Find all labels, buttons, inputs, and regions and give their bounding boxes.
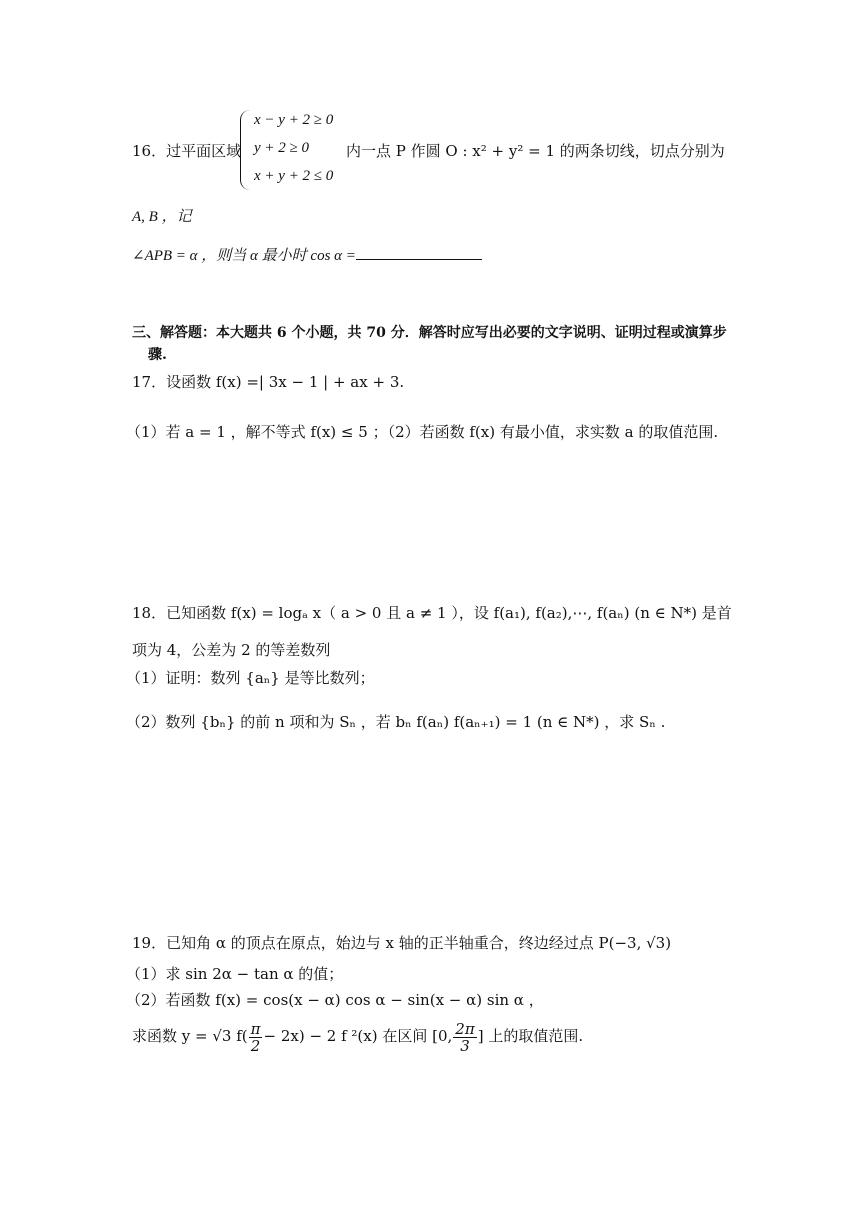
frac1-numerator: π — [250, 1019, 261, 1038]
q16-line3 — [132, 245, 482, 266]
q16-number — [132, 141, 241, 161]
q17-line2: （1）若 a = 1 ，解不等式 f(x) ≤ 5 ；（2）若函数 f(x) 有最小值，求实数 a 的取值范围. — [126, 423, 719, 441]
q19-line2: （1）求 sin 2α − tan α 的值； — [126, 965, 344, 983]
q16-middle: 内一点 P 作圆 O : x² + y² = 1 的两条切线，切点分别为 — [346, 142, 725, 160]
constraint-2: y + 2 ≥ 0 — [254, 140, 310, 156]
q18-line4: （2）数列 {bₙ} 的前 n 项和为 Sₙ ，若 bₙ f(aₙ) f(aₙ₊₁) = 1 (n ∈ N*) ，求 Sₙ . — [126, 713, 666, 731]
q16-number-text: 16． — [132, 142, 167, 160]
q18-line2: 项为 4，公差为 2 的等差数列 — [132, 641, 331, 659]
section3-heading-cont: 骤. — [148, 347, 167, 363]
constraint-3: x + y + 2 ≤ 0 — [254, 168, 334, 184]
fraction-pi-over-2 — [249, 1021, 263, 1054]
frac2-denominator: 3 — [460, 1036, 470, 1055]
q16-line2: A, B ，记 — [132, 209, 192, 225]
q18-line3: （1）证明：数列 {aₙ} 是等比数列； — [126, 669, 375, 687]
q19-line4-mid: − 2x) − 2 f ²(x) 在区间 [0, — [263, 1027, 453, 1045]
left-brace — [240, 110, 251, 190]
answer-blank[interactable] — [356, 245, 482, 260]
q19-line4-post: ] 上的取值范围. — [477, 1027, 584, 1045]
q16-prefix: 过平面区域 — [166, 142, 242, 160]
section3-heading: 三、解答题：本大题共 6 个小题，共 70 分．解答时应写出必要的文字说明、证明过程或演算步 — [132, 325, 727, 341]
fraction-2pi-over-3 — [453, 1021, 476, 1054]
q19-line4 — [132, 1016, 583, 1056]
q19-line4-pre: 求函数 y = √3 f( — [132, 1027, 248, 1045]
q19-line1: 19．已知角 α 的顶点在原点，始边与 x 轴的正半轴重合，终边经过点 P(−3, √3) — [132, 934, 672, 952]
constraint-1: x − y + 2 ≥ 0 — [254, 112, 334, 128]
q16-line3-text: ∠APB = α ，则当 α 最小时 cos α = — [132, 248, 356, 264]
q18-line1: 18．已知函数 f(x) = logₐ x（ a > 0 且 a ≠ 1 ），设 f(a₁), f(a₂),⋯, f(aₙ) (n ∈ N*) 是首 — [132, 604, 732, 622]
frac1-denominator: 2 — [250, 1036, 261, 1055]
q19-line3: （2）若函数 f(x) = cos(x − α) cos α − sin(x − α) sin α ， — [126, 991, 544, 1009]
q17-line1: 17．设函数 f(x) =| 3x − 1 | + ax + 3. — [132, 373, 405, 391]
frac2-numerator: 2π — [455, 1019, 475, 1038]
